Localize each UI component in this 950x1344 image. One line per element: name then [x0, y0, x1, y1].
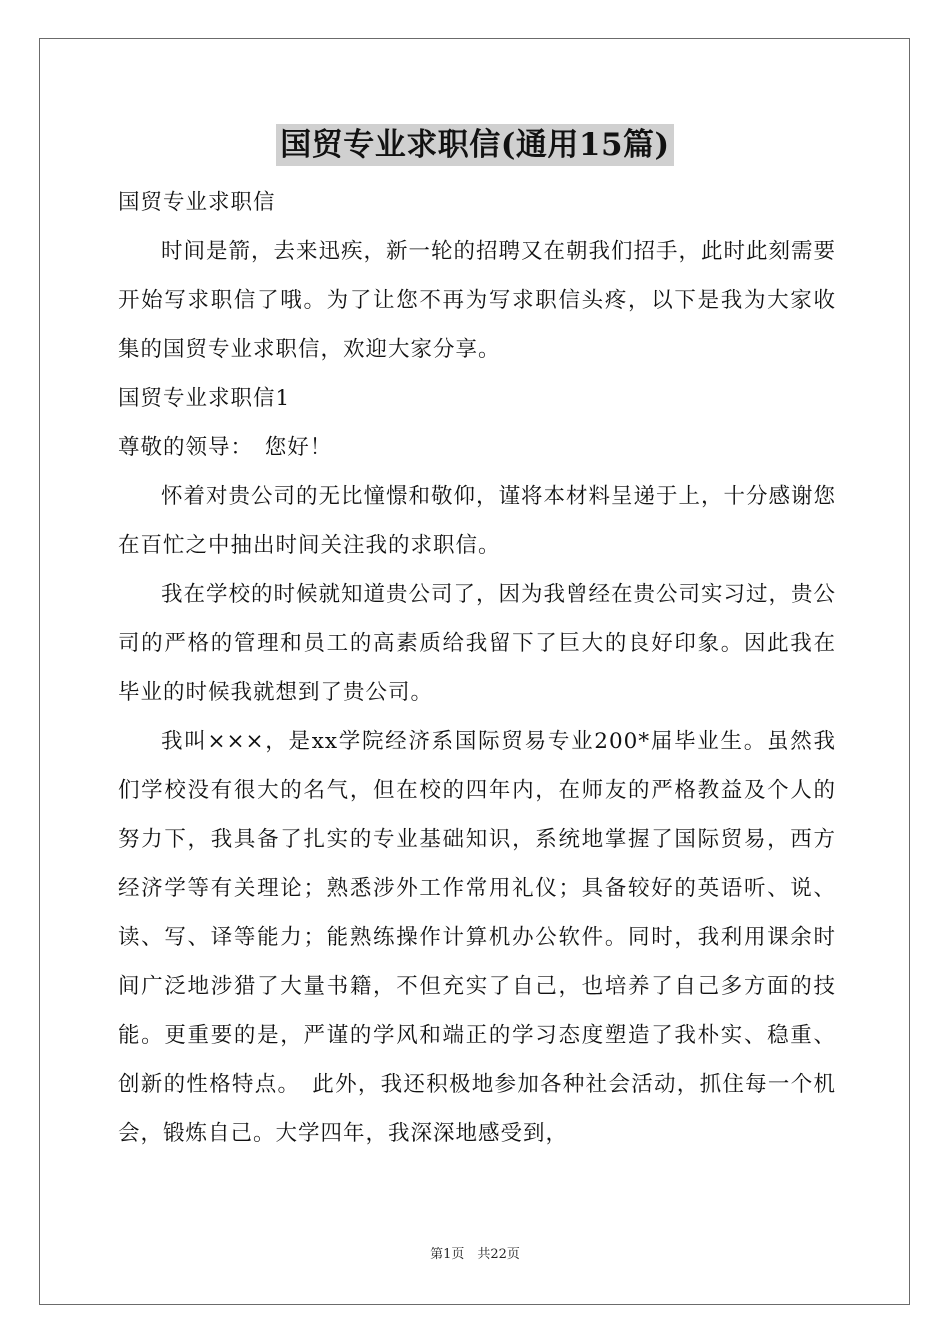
title-container: [0, 124, 950, 166]
document-body: [118, 178, 836, 1158]
page-footer: [0, 1247, 950, 1263]
paragraph: 时间是箭，去来迅疾，新一轮的招聘又在朝我们招手，此时此刻需要开始写求职信了哦。为了让您不再为写求职信头疼，以下是我为大家收集的国贸专业求职信，欢迎大家分享。: [118, 239, 837, 362]
paragraph: 怀着对贵公司的无比憧憬和敬仰，谨将本材料呈递于上，十分感谢您在百忙之中抽出时间关注我的求职信。: [118, 484, 837, 558]
paragraph: 国贸专业求职信1: [118, 386, 291, 411]
paragraph: 我叫×××，是xx学院经济系国际贸易专业200*届毕业生。虽然我们学校没有很大的名气，但在校的四年内，在师友的严格教益及个人的努力下，我具备了扎实的专业基础知识，系统地掌握了国际贸易，西方经济学等有关理论；熟悉涉外工作常用礼仪；具备较好的英语听、说、读、写、译等能力；能熟练操作计算机办公软件。同时，我利用课余时间广泛地涉猎了大量书籍，不但充实了自己，也培养了自己多方面的技能。更重要的是，严谨的学风和端正的学习态度塑造了我朴实、稳重、创新的性格特点。 此外，我还积极地参加各种社会活动，抓住每一个机会，锻炼自己。大学四年，我深深地感受到，: [118, 729, 836, 1146]
paragraph: 我在学校的时候就知道贵公司了，因为我曾经在贵公司实习过，贵公司的严格的管理和员工的高素质给我留下了巨大的良好印象。因此我在毕业的时候我就想到了贵公司。: [118, 582, 837, 705]
paragraph: 尊敬的领导： 您好！: [118, 435, 333, 460]
document-title: 国贸专业求职信(通用15篇): [276, 124, 673, 166]
paragraph: 国贸专业求职信: [118, 190, 276, 215]
page-number: 第1页 共22页: [430, 1247, 520, 1262]
